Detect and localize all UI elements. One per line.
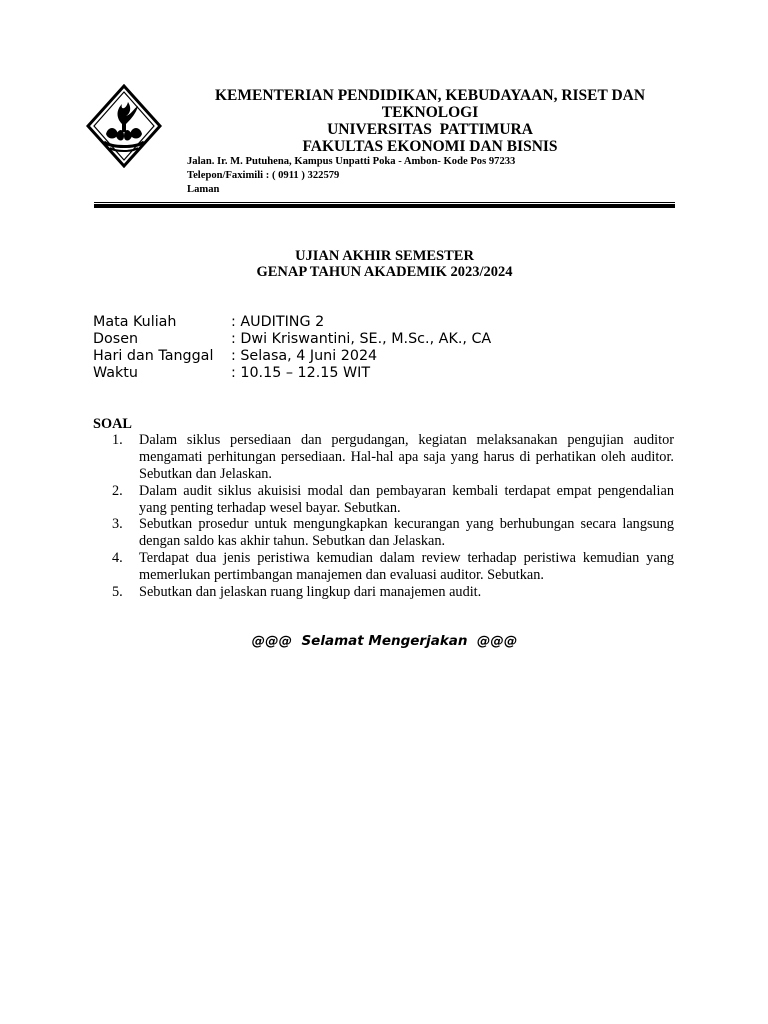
faculty-name: FAKULTAS EKONOMI DAN BISNIS (302, 138, 558, 155)
exam-subtitle: GENAP TAHUN AKADEMIK 2023/2024 (256, 264, 513, 280)
info-label: Hari dan Tanggal (93, 348, 214, 364)
address-line: Jalan. Ir. M. Putuhena, Kampus Unpatti Poka - Ambon- Kode Pos 97233 (187, 156, 516, 167)
exam-title: UJIAN AKHIR SEMESTER (295, 248, 474, 264)
info-value: : Selasa, 4 Juni 2024 (231, 348, 378, 364)
question-number: 2. (112, 483, 123, 499)
question-number: 3. (112, 516, 123, 532)
closing-message: @@@ Selamat Mengerjakan @@@ (251, 633, 518, 649)
university-logo (86, 84, 162, 168)
questions-heading: SOAL (93, 416, 132, 432)
header-divider-thick (94, 204, 675, 208)
info-value: : Dwi Kriswantini, SE., M.Sc., AK., CA (231, 331, 492, 347)
question-item (112, 550, 674, 584)
info-value: : 10.15 – 12.15 WIT (231, 365, 371, 381)
question-text: Sebutkan prosedur untuk mengungkapkan kecurangan yang berhubungan secara langsung dengan saldo kas akhir tahun. Sebutkan dan Jelaskan. (139, 516, 674, 549)
info-label: Mata Kuliah (93, 314, 177, 330)
question-item (112, 584, 674, 601)
university-name: UNIVERSITAS PATTIMURA (327, 121, 533, 138)
info-label: Dosen (93, 331, 139, 347)
info-label: Waktu (93, 365, 138, 381)
question-text: Dalam audit siklus akuisisi modal dan pembayaran kembali terdapat empat pengendalian yang penting terhadap wesel bayar. Sebutkan. (139, 483, 674, 516)
question-item (112, 432, 674, 483)
info-value: : AUDITING 2 (231, 314, 325, 330)
question-text: Terdapat dua jenis peristiwa kemudian dalam review terhadap peristiwa kemudian yang memerlukan pertimbangan manajemen dan evaluasi auditor. Sebutkan. (139, 550, 674, 583)
question-item (112, 483, 674, 517)
question-item (112, 516, 674, 550)
header-divider-thin (94, 202, 675, 203)
question-text: Sebutkan dan jelaskan ruang lingkup dari manajemen audit. (139, 584, 482, 600)
phone-line: Telepon/Faximili : ( 0911 ) 322579 (187, 170, 340, 181)
question-number: 1. (112, 432, 123, 448)
question-text: Dalam siklus persediaan dan pergudangan, kegiatan melaksanakan pengujian auditor mengamati perhitungan persediaan. Hal-hal apa saja yang harus di perhatikan oleh auditor. Sebutkan dan Jelaskan. (139, 432, 674, 482)
website-line: Laman (187, 184, 220, 195)
question-number: 5. (112, 584, 123, 600)
ministry-name: KEMENTERIAN PENDIDIKAN, KEBUDAYAAN, RISET DAN TEKNOLOGI (214, 87, 646, 121)
question-number: 4. (112, 550, 123, 566)
